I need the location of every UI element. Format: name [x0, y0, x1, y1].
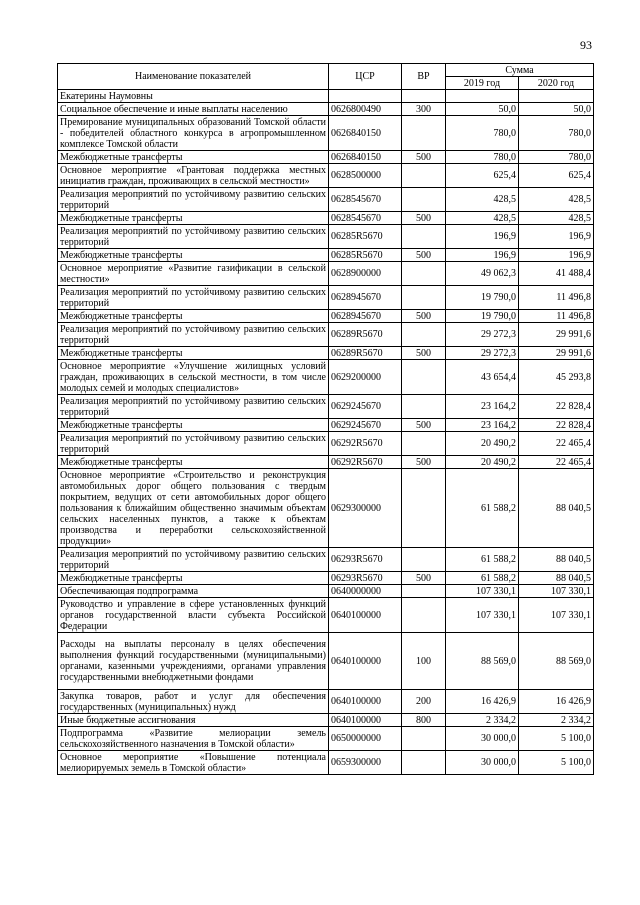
cell-vr	[402, 727, 446, 751]
cell-sum-2019: 20 490,2	[446, 456, 519, 469]
cell-name: Межбюджетные трансферты	[58, 456, 329, 469]
table-row	[58, 262, 594, 286]
cell-sum-2019: 107 330,1	[446, 598, 519, 633]
cell-sum-2020: 45 293,8	[519, 360, 594, 395]
cell-vr: 500	[402, 212, 446, 225]
cell-name: Иные бюджетные ассигнования	[58, 714, 329, 727]
cell-sum-2019: 428,5	[446, 188, 519, 212]
page-number: 93	[580, 38, 592, 52]
table-row	[58, 212, 594, 225]
table-row	[58, 572, 594, 585]
cell-csr: 0640100000	[329, 633, 402, 690]
table-row	[58, 456, 594, 469]
cell-csr: 06292R5670	[329, 456, 402, 469]
table-row	[58, 164, 594, 188]
cell-sum-2020: 428,5	[519, 212, 594, 225]
cell-sum-2020: 11 496,8	[519, 286, 594, 310]
cell-sum-2020: 107 330,1	[519, 585, 594, 598]
cell-vr: 500	[402, 419, 446, 432]
table-row	[58, 188, 594, 212]
cell-vr	[402, 116, 446, 151]
cell-sum-2019: 23 164,2	[446, 419, 519, 432]
cell-sum-2020: 5 100,0	[519, 727, 594, 751]
cell-csr: 0628500000	[329, 164, 402, 188]
cell-csr: 0628945670	[329, 310, 402, 323]
table-row	[58, 323, 594, 347]
cell-vr: 200	[402, 690, 446, 714]
table-row	[58, 727, 594, 751]
table-row	[58, 469, 594, 548]
cell-csr: 0650000000	[329, 727, 402, 751]
cell-sum-2020: 88 040,5	[519, 572, 594, 585]
cell-vr: 500	[402, 310, 446, 323]
cell-sum-2020: 11 496,8	[519, 310, 594, 323]
cell-vr: 500	[402, 249, 446, 262]
cell-sum-2020: 625,4	[519, 164, 594, 188]
header-sum: Сумма	[446, 64, 594, 77]
cell-name: Основное мероприятие «Грантовая поддержка местных инициатив граждан, проживающих в сельской местности»	[58, 164, 329, 188]
cell-csr: 0640000000	[329, 585, 402, 598]
cell-sum-2019: 61 588,2	[446, 469, 519, 548]
header-vr: ВР	[402, 64, 446, 90]
cell-csr: 06285R5670	[329, 249, 402, 262]
header-year-2019: 2019 год	[446, 77, 519, 90]
cell-vr	[402, 323, 446, 347]
header-year-2020: 2020 год	[519, 77, 594, 90]
cell-sum-2019: 625,4	[446, 164, 519, 188]
table-row	[58, 395, 594, 419]
cell-vr	[402, 598, 446, 633]
cell-sum-2019: 2 334,2	[446, 714, 519, 727]
cell-name: Межбюджетные трансферты	[58, 419, 329, 432]
cell-sum-2019: 196,9	[446, 225, 519, 249]
cell-sum-2020: 22 465,4	[519, 432, 594, 456]
cell-name: Реализация мероприятий по устойчивому развитию сельских территорий	[58, 548, 329, 572]
cell-vr	[402, 585, 446, 598]
table-row	[58, 286, 594, 310]
cell-sum-2019: 30 000,0	[446, 751, 519, 775]
cell-vr	[402, 225, 446, 249]
cell-sum-2020: 196,9	[519, 225, 594, 249]
table-row	[58, 90, 594, 103]
cell-sum-2019: 29 272,3	[446, 347, 519, 360]
cell-vr: 500	[402, 572, 446, 585]
cell-csr: 0659300000	[329, 751, 402, 775]
cell-name: Межбюджетные трансферты	[58, 347, 329, 360]
cell-csr: 06289R5670	[329, 323, 402, 347]
cell-name: Межбюджетные трансферты	[58, 212, 329, 225]
cell-name: Реализация мероприятий по устойчивому развитию сельских территорий	[58, 432, 329, 456]
cell-vr	[402, 90, 446, 103]
cell-csr: 0640100000	[329, 714, 402, 727]
cell-sum-2020: 50,0	[519, 103, 594, 116]
cell-sum-2019: 30 000,0	[446, 727, 519, 751]
cell-csr: 0629200000	[329, 360, 402, 395]
cell-sum-2020: 88 569,0	[519, 633, 594, 690]
cell-vr	[402, 395, 446, 419]
cell-sum-2020: 22 465,4	[519, 456, 594, 469]
cell-sum-2019: 780,0	[446, 151, 519, 164]
cell-sum-2020: 107 330,1	[519, 598, 594, 633]
cell-name: Основное мероприятие «Улучшение жилищных условий граждан, проживающих в сельской местности, в том числе молодых семей и молодых специалистов»	[58, 360, 329, 395]
table-row	[58, 116, 594, 151]
cell-name: Реализация мероприятий по устойчивому развитию сельских территорий	[58, 286, 329, 310]
cell-csr: 06292R5670	[329, 432, 402, 456]
cell-sum-2019: 49 062,3	[446, 262, 519, 286]
cell-sum-2020: 428,5	[519, 188, 594, 212]
cell-vr	[402, 286, 446, 310]
cell-csr: 0629245670	[329, 419, 402, 432]
cell-sum-2020: 22 828,4	[519, 419, 594, 432]
table-row	[58, 347, 594, 360]
table-row	[58, 751, 594, 775]
table-row	[58, 310, 594, 323]
cell-sum-2020: 29 991,6	[519, 347, 594, 360]
cell-sum-2020: 780,0	[519, 116, 594, 151]
header-name: Наименование показателей	[58, 64, 329, 90]
cell-name: Межбюджетные трансферты	[58, 151, 329, 164]
cell-name: Подпрограмма «Развитие мелиорации земель сельскохозяйственного назначения в Томской области»	[58, 727, 329, 751]
cell-csr: 0640100000	[329, 690, 402, 714]
cell-csr: 0628545670	[329, 188, 402, 212]
cell-sum-2019: 23 164,2	[446, 395, 519, 419]
cell-name: Реализация мероприятий по устойчивому развитию сельских территорий	[58, 188, 329, 212]
cell-csr: 06293R5670	[329, 572, 402, 585]
table-row	[58, 598, 594, 633]
cell-name: Основное мероприятие «Развитие газификации в сельской местности»	[58, 262, 329, 286]
cell-name: Реализация мероприятий по устойчивому развитию сельских территорий	[58, 323, 329, 347]
table-row	[58, 633, 594, 690]
cell-sum-2020: 196,9	[519, 249, 594, 262]
cell-csr: 0628545670	[329, 212, 402, 225]
cell-name: Закупка товаров, работ и услуг для обеспечения государственных (муниципальных) нужд	[58, 690, 329, 714]
table-row	[58, 432, 594, 456]
cell-sum-2019: 780,0	[446, 116, 519, 151]
table-row	[58, 585, 594, 598]
cell-sum-2019: 107 330,1	[446, 585, 519, 598]
cell-vr: 300	[402, 103, 446, 116]
cell-vr	[402, 360, 446, 395]
cell-csr: 0626840150	[329, 151, 402, 164]
cell-sum-2020: 29 991,6	[519, 323, 594, 347]
table-row	[58, 249, 594, 262]
cell-sum-2019: 19 790,0	[446, 286, 519, 310]
cell-name: Социальное обеспечение и иные выплаты населению	[58, 103, 329, 116]
cell-vr	[402, 469, 446, 548]
cell-sum-2019: 20 490,2	[446, 432, 519, 456]
cell-vr: 800	[402, 714, 446, 727]
cell-sum-2020: 88 040,5	[519, 548, 594, 572]
cell-csr: 06293R5670	[329, 548, 402, 572]
table-row	[58, 714, 594, 727]
table-row	[58, 360, 594, 395]
cell-sum-2019: 50,0	[446, 103, 519, 116]
cell-csr: 0628945670	[329, 286, 402, 310]
cell-sum-2020: 16 426,9	[519, 690, 594, 714]
cell-vr	[402, 262, 446, 286]
cell-sum-2020: 780,0	[519, 151, 594, 164]
cell-name: Основное мероприятие «Повышение потенциала мелиорируемых земель в Томской области»	[58, 751, 329, 775]
cell-sum-2019: 428,5	[446, 212, 519, 225]
cell-sum-2020: 5 100,0	[519, 751, 594, 775]
cell-vr	[402, 432, 446, 456]
cell-name: Екатерины Наумовны	[58, 90, 329, 103]
cell-csr: 0626800490	[329, 103, 402, 116]
table-header	[58, 64, 594, 90]
cell-name: Обеспечивающая подпрограмма	[58, 585, 329, 598]
cell-vr: 500	[402, 347, 446, 360]
table-body	[58, 90, 594, 775]
cell-name: Реализация мероприятий по устойчивому развитию сельских территорий	[58, 225, 329, 249]
cell-csr: 0628900000	[329, 262, 402, 286]
cell-sum-2019: 16 426,9	[446, 690, 519, 714]
table-row	[58, 103, 594, 116]
cell-name: Реализация мероприятий по устойчивому развитию сельских территорий	[58, 395, 329, 419]
cell-vr: 100	[402, 633, 446, 690]
table-row	[58, 548, 594, 572]
budget-table	[57, 63, 594, 775]
cell-name: Межбюджетные трансферты	[58, 310, 329, 323]
cell-vr: 500	[402, 151, 446, 164]
cell-sum-2019: 43 654,4	[446, 360, 519, 395]
cell-sum-2020: 88 040,5	[519, 469, 594, 548]
cell-vr	[402, 751, 446, 775]
table-row	[58, 690, 594, 714]
cell-sum-2019: 196,9	[446, 249, 519, 262]
cell-name: Межбюджетные трансферты	[58, 572, 329, 585]
cell-sum-2019: 88 569,0	[446, 633, 519, 690]
cell-name: Основное мероприятие «Строительство и реконструкция автомобильных дорог общего пользования с твердым покрытием, ведущих от сети автомобильных дорог общего пользования к ближайшим общественно значимым объектам сельских населенных пунктов, а также к объектам производства и переработки сельскохозяйственной продукции»	[58, 469, 329, 548]
cell-csr: 0629245670	[329, 395, 402, 419]
header-csr: ЦСР	[329, 64, 402, 90]
cell-csr	[329, 90, 402, 103]
cell-name: Руководство и управление в сфере установленных функций органов государственной власти субъекта Российской Федерации	[58, 598, 329, 633]
cell-vr: 500	[402, 456, 446, 469]
cell-sum-2019: 61 588,2	[446, 548, 519, 572]
cell-sum-2020: 41 488,4	[519, 262, 594, 286]
cell-sum-2019: 29 272,3	[446, 323, 519, 347]
cell-csr: 0629300000	[329, 469, 402, 548]
cell-name: Премирование муниципальных образований Томской области - победителей областного конкурса в агропромышленном комплексе Томской области	[58, 116, 329, 151]
cell-vr	[402, 164, 446, 188]
cell-sum-2019: 61 588,2	[446, 572, 519, 585]
cell-vr	[402, 548, 446, 572]
cell-csr: 0626840150	[329, 116, 402, 151]
table-row	[58, 151, 594, 164]
cell-csr: 0640100000	[329, 598, 402, 633]
cell-csr: 06289R5670	[329, 347, 402, 360]
cell-name: Расходы на выплаты персоналу в целях обеспечения выполнения функций государственными (муниципальными) органами, казенными учреждениями, органами управления государственными внебюджетными фондами	[58, 633, 329, 690]
cell-sum-2020: 22 828,4	[519, 395, 594, 419]
cell-csr: 06285R5670	[329, 225, 402, 249]
table-row	[58, 225, 594, 249]
cell-vr	[402, 188, 446, 212]
cell-sum-2019: 19 790,0	[446, 310, 519, 323]
cell-sum-2020: 2 334,2	[519, 714, 594, 727]
table-row	[58, 419, 594, 432]
cell-sum-2020	[519, 90, 594, 103]
cell-name: Межбюджетные трансферты	[58, 249, 329, 262]
cell-sum-2019	[446, 90, 519, 103]
